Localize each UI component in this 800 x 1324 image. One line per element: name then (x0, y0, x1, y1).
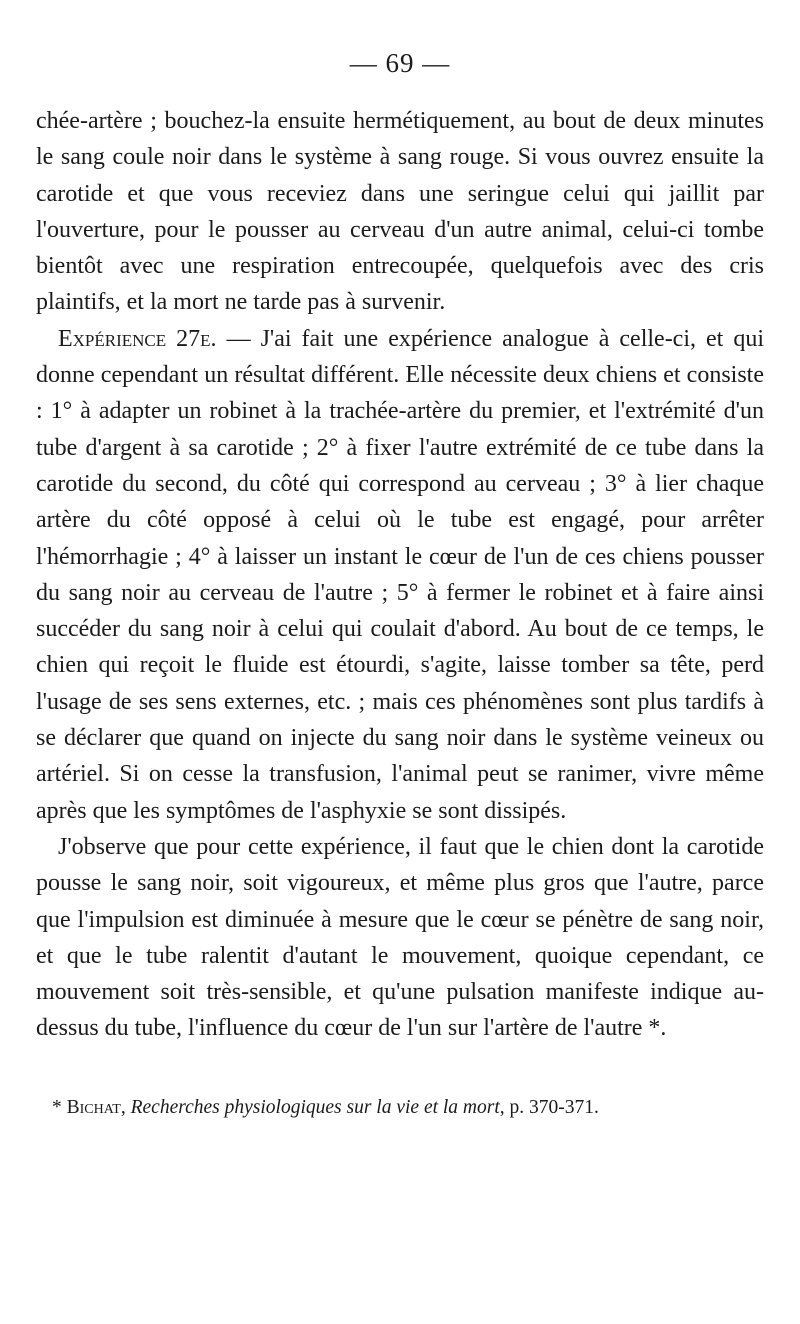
footnote-author: Bichat (66, 1097, 121, 1118)
footnote-separator: , (120, 1097, 131, 1118)
footnote (52, 1095, 764, 1121)
paragraph-2-text: — J'ai fait une expérience analogue à celle-ci, et qui donne cependant un résultat différent. Elle nécessite deux chiens et consiste : 1° à adapter un robinet à la trachée-artère du premier, et l'extrémité d'un tube d'argent à sa carotide ; 2° à fixer l'autre extrémité de ce tube dans la carotide du second, du côté qui correspond au cerveau ; 3° à lier chaque artère du côté opposé à celui où le tube est engagé, pour arrêter l'hémorrhagie ; 4° à laisser un instant le cœur de l'un de ces chiens pousser du sang noir au cerveau de l'autre ; 5° à fermer le robinet et à faire ainsi succéder du sang noir à celui qui coulait d'abord. Au bout de ce temps, le chien qui reçoit le fluide est étourdi, s'agite, laisse tomber sa tête, perd l'usage de ses sens externes, etc. ; mais ces phénomènes sont plus tardifs à se déclarer que quand on injecte du sang noir dans le système veineux ou artériel. Si on cesse la transfusion, l'animal peut se ranimer, vivre même après que les symptômes de l'asphyxie se sont dissipés. (36, 325, 765, 824)
page-number: — 69 — (349, 48, 451, 78)
paragraph-3: J'observe que pour cette expérience, il faut que le chien dont la carotide pousse le sang noir, soit vigoureux, et même plus gros que l'autre, parce que l'impulsion est diminuée à mesure que le cœur se pénètre de sang noir, et que le tube ralentit d'autant le mouvement, quoique cependant, ce mouvement soit très-sensible, et qu'une pulsation manifeste indique au-dessus du tube, l'influence du cœur de l'un sur l'artère de l'autre *. (36, 833, 764, 1042)
experiment-heading: Expérience 27e. (58, 325, 217, 352)
paragraph-2 (36, 321, 764, 829)
paragraph-1: chée-artère ; bouchez-la ensuite hermétiquement, au bout de deux minutes le sang coule noir dans le système à sang rouge. Si vous ouvrez ensuite la carotide et que vous receviez dans une seringue celui qui jaillit par l'ouverture, pour le pousser au cerveau d'un autre animal, celui-ci tombe bientôt avec une respiration entrecoupée, quelquefois avec des cris plaintifs, et la mort ne tarde pas à survenir. (36, 108, 764, 316)
footnote-title: Recherches physiologiques sur la vie et la mort (130, 1097, 500, 1118)
book-page (36, 0, 764, 1324)
footnote-marker: * (52, 1097, 67, 1118)
footnote-pages: , p. 370-371. (499, 1097, 599, 1118)
body-text (36, 103, 764, 1047)
